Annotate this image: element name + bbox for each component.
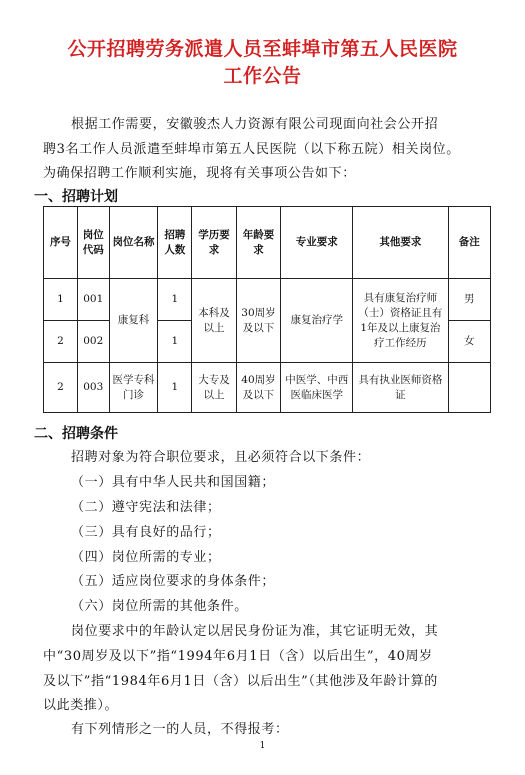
cell-count: 1 [158, 363, 192, 413]
header-name: 岗位名称 [109, 207, 158, 279]
page-title-line2: 工作公告 [223, 65, 302, 87]
age-note-line-1: 岗位要求中的年龄认定以居民身份证为准，其它证明无效，其 [71, 624, 439, 639]
cell-name: 康复科 [109, 279, 158, 363]
cell-code: 003 [77, 363, 109, 413]
cell-count: 1 [158, 279, 192, 321]
cell-edu: 大专及以上 [192, 363, 236, 413]
section-heading-conditions: 二、招聘条件 [34, 426, 118, 442]
cell-age: 40周岁及以下 [236, 363, 280, 413]
table-row [44, 279, 491, 321]
cell-seq: 1 [44, 279, 78, 321]
intro-line-1: 根据工作需要，安徽骏杰人力资源有限公司现面向社会公开招 [71, 117, 439, 132]
page-number: 1 [259, 741, 266, 751]
cell-note: 男 [448, 279, 490, 321]
cell-name: 医学专科门诊 [109, 363, 158, 413]
cell-count: 1 [158, 321, 192, 363]
condition-item: （四）岗位所需的专业； [71, 550, 221, 565]
header-code: 岗位代码 [77, 207, 109, 279]
intro-line-3: 为确保招聘工作顺利实施，现将有关事项公告如下： [43, 166, 356, 181]
header-count: 招聘人数 [158, 207, 192, 279]
header-note: 备注 [448, 207, 490, 279]
page-title: 公开招聘劳务派遣人员至蚌埠市第五人民医院 [67, 38, 458, 60]
condition-item: （六）岗位所需的其他条件。 [71, 599, 248, 614]
condition-item: （二）遵守宪法和法律； [71, 500, 221, 515]
cell-other: 具有康复治疗师（士）资格证且有1年及以上康复治疗工作经历 [353, 279, 448, 363]
cell-code: 002 [77, 321, 109, 363]
cell-major: 中医学、中西医临床医学 [281, 363, 353, 413]
age-note-line-3: 及以下”指“1984年6月1日（含）以后出生”（其他涉及年龄计算的 [43, 674, 438, 689]
cell-code: 001 [77, 279, 109, 321]
cell-age: 30周岁及以下 [236, 279, 280, 363]
cell-edu: 本科及以上 [192, 279, 236, 363]
conditions-lead: 招聘对象为符合职位要求，且必须符合以下条件： [71, 450, 371, 465]
exclusion-lead: 有下列情形之一的人员，不得报考： [71, 722, 289, 737]
condition-item: （一）具有中华人民共和国国籍； [71, 475, 276, 490]
header-other: 其他要求 [353, 207, 448, 279]
header-edu: 学历要求 [192, 207, 236, 279]
header-age: 年龄要求 [236, 207, 280, 279]
table-row [44, 363, 491, 413]
header-major: 专业要求 [281, 207, 353, 279]
cell-note: 女 [448, 321, 490, 363]
age-note-line-4: 以此类推）。 [43, 698, 119, 713]
age-note-line-2: 中“30周岁及以下”指“1994年6月1日（含）以后出生”，40周岁 [43, 649, 433, 664]
condition-item: （五）适应岗位要求的身体条件； [71, 574, 276, 589]
cell-note [448, 363, 490, 413]
intro-line-2: 聘3名工作人员派遣至蚌埠市第五人民医院（以下称五院）相关岗位。 [43, 142, 460, 157]
cell-seq: 2 [44, 321, 78, 363]
recruitment-plan-table [43, 206, 491, 413]
cell-seq: 2 [44, 363, 78, 413]
header-seq: 序号 [44, 207, 78, 279]
table-header-row [44, 207, 491, 279]
cell-other: 具有执业医师资格证 [353, 363, 448, 413]
section-heading-plan: 一、招聘计划 [34, 189, 118, 205]
condition-item: （三）具有良好的品行； [71, 525, 221, 540]
cell-major: 康复治疗学 [281, 279, 353, 363]
